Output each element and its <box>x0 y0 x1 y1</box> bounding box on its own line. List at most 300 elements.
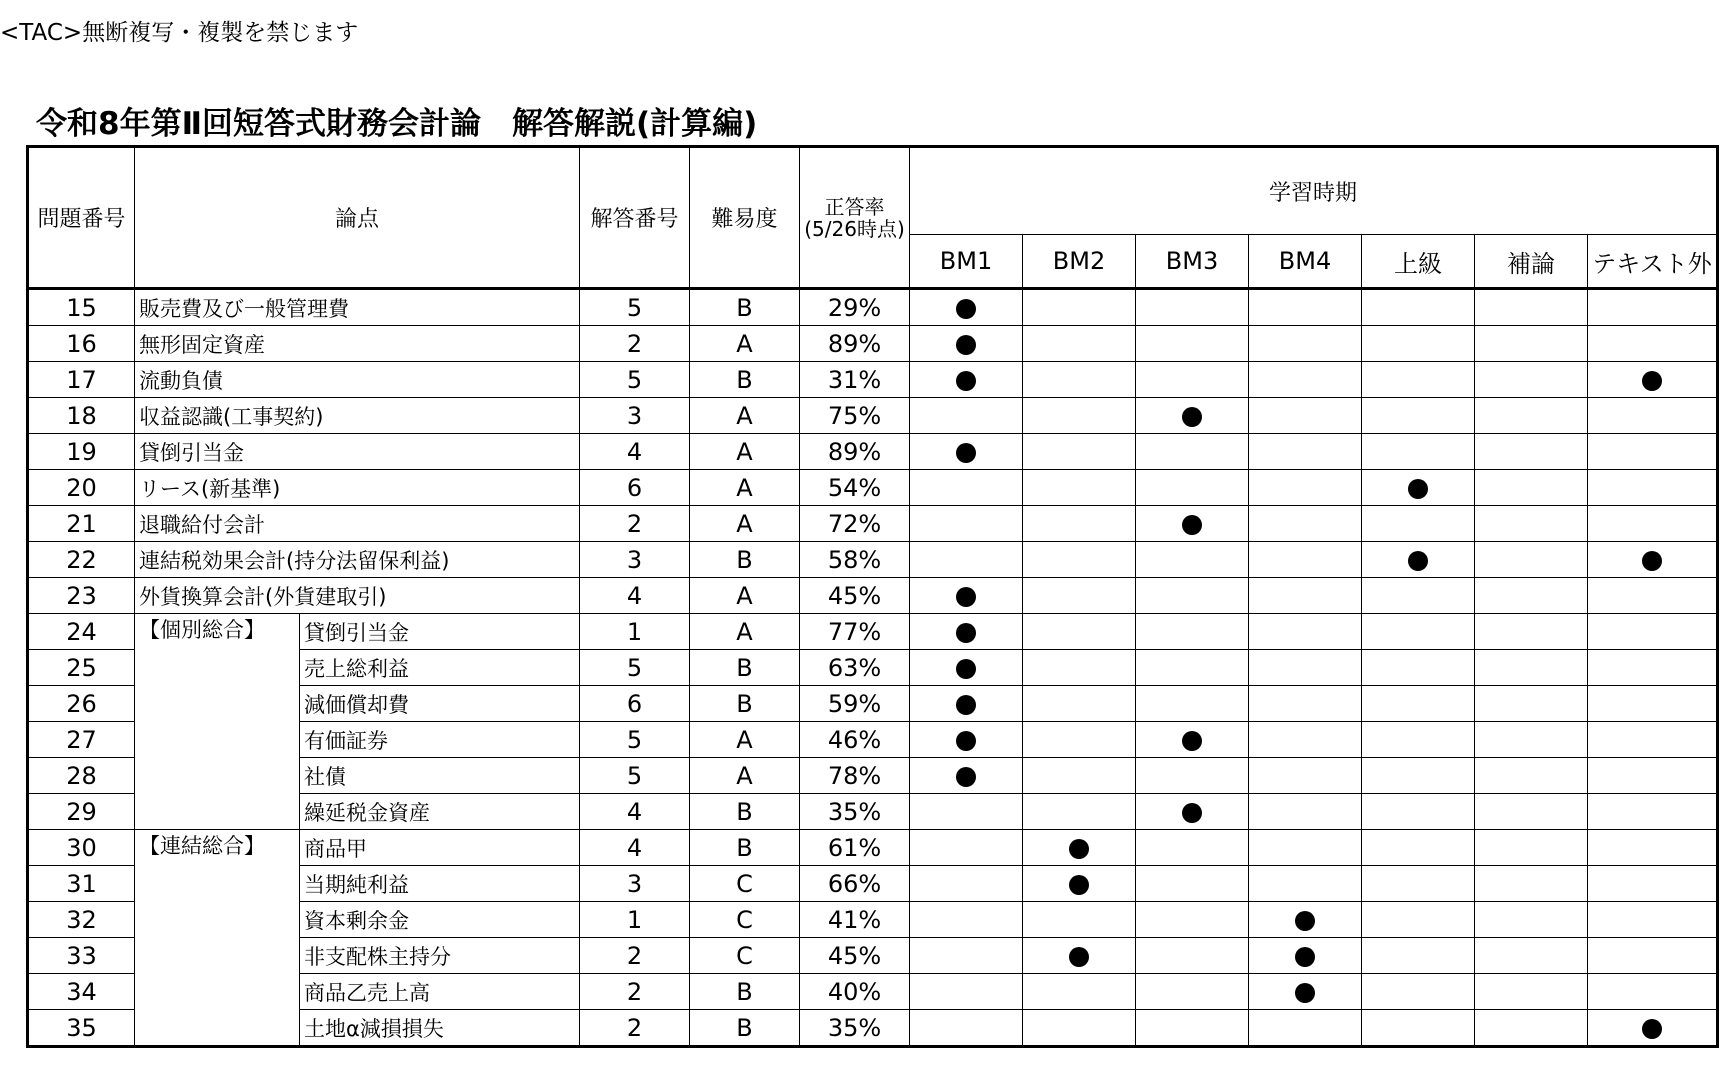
answer-number-cell: 2 <box>580 938 690 974</box>
correct-rate-cell: 75% <box>800 398 910 434</box>
difficulty-cell: B <box>690 830 800 866</box>
period-mark-cell <box>1136 1010 1249 1047</box>
filled-circle-icon <box>956 371 976 391</box>
period-mark-cell <box>910 902 1023 938</box>
difficulty-cell: A <box>690 470 800 506</box>
period-mark-cell <box>1362 326 1475 362</box>
page-title: 令和8年第Ⅱ回短答式財務会計論 解答解説(計算編) <box>36 106 758 142</box>
correct-rate-cell: 77% <box>800 614 910 650</box>
question-number-cell: 31 <box>28 866 135 902</box>
table-row <box>28 506 1718 542</box>
period-mark-cell <box>910 974 1023 1010</box>
period-mark-cell <box>1023 1010 1136 1047</box>
table-row <box>28 542 1718 578</box>
answer-number-cell: 1 <box>580 614 690 650</box>
topic-cell: 非支配株主持分 <box>300 938 580 974</box>
period-mark-cell <box>1475 938 1588 974</box>
question-number-cell: 18 <box>28 398 135 434</box>
topic-cell: 土地α減損損失 <box>300 1010 580 1047</box>
question-number-cell: 32 <box>28 902 135 938</box>
difficulty-cell: B <box>690 289 800 326</box>
header-period-2: BM3 <box>1136 235 1249 289</box>
period-mark-cell <box>1588 722 1718 758</box>
question-number-cell: 29 <box>28 794 135 830</box>
header-question-number: 問題番号 <box>28 147 135 289</box>
filled-circle-icon <box>956 623 976 643</box>
period-mark-cell <box>910 542 1023 578</box>
answer-number-cell: 6 <box>580 470 690 506</box>
question-number-cell: 35 <box>28 1010 135 1047</box>
question-number-cell: 16 <box>28 326 135 362</box>
difficulty-cell: A <box>690 506 800 542</box>
answer-number-cell: 5 <box>580 362 690 398</box>
difficulty-cell: A <box>690 614 800 650</box>
table-row <box>28 434 1718 470</box>
correct-rate-cell: 35% <box>800 794 910 830</box>
period-mark-cell <box>1475 289 1588 326</box>
group-label-cell: 【連結総合】 <box>135 830 300 1047</box>
period-mark-cell <box>1475 506 1588 542</box>
period-mark-cell <box>1249 470 1362 506</box>
period-mark-cell <box>1362 722 1475 758</box>
correct-rate-cell: 45% <box>800 578 910 614</box>
filled-circle-icon <box>1408 551 1428 571</box>
period-mark-cell <box>1249 758 1362 794</box>
period-mark-cell <box>1023 434 1136 470</box>
period-mark-cell <box>1362 938 1475 974</box>
period-mark-cell <box>1588 542 1718 578</box>
filled-circle-icon <box>1182 803 1202 823</box>
period-mark-cell <box>1249 614 1362 650</box>
period-mark-cell <box>1023 830 1136 866</box>
period-mark-cell <box>910 938 1023 974</box>
period-mark-cell <box>1023 794 1136 830</box>
filled-circle-icon <box>956 443 976 463</box>
period-mark-cell <box>1136 506 1249 542</box>
difficulty-cell: A <box>690 578 800 614</box>
answer-number-cell: 4 <box>580 578 690 614</box>
correct-rate-cell: 61% <box>800 830 910 866</box>
period-mark-cell <box>1362 650 1475 686</box>
period-mark-cell <box>910 398 1023 434</box>
difficulty-cell: B <box>690 1010 800 1047</box>
period-mark-cell <box>1475 830 1588 866</box>
period-mark-cell <box>1362 614 1475 650</box>
answer-number-cell: 6 <box>580 686 690 722</box>
topic-cell: 外貨換算会計(外貨建取引) <box>135 578 580 614</box>
period-mark-cell <box>1249 938 1362 974</box>
answer-number-cell: 5 <box>580 722 690 758</box>
table-row <box>28 578 1718 614</box>
filled-circle-icon <box>1182 515 1202 535</box>
difficulty-cell: B <box>690 650 800 686</box>
correct-rate-cell: 54% <box>800 470 910 506</box>
period-mark-cell <box>1588 506 1718 542</box>
question-number-cell: 34 <box>28 974 135 1010</box>
period-mark-cell <box>1136 974 1249 1010</box>
period-mark-cell <box>1588 398 1718 434</box>
topic-cell: 無形固定資産 <box>135 326 580 362</box>
header-correct-rate: 正答率 (5/26時点) <box>800 147 910 289</box>
period-mark-cell <box>1249 326 1362 362</box>
period-mark-cell <box>1475 434 1588 470</box>
period-mark-cell <box>1023 650 1136 686</box>
question-number-cell: 33 <box>28 938 135 974</box>
period-mark-cell <box>1136 830 1249 866</box>
header-period-3: BM4 <box>1249 235 1362 289</box>
filled-circle-icon <box>956 731 976 751</box>
header-period-4: 上級 <box>1362 235 1475 289</box>
period-mark-cell <box>910 794 1023 830</box>
topic-cell: 貸倒引当金 <box>300 614 580 650</box>
table-row <box>28 398 1718 434</box>
period-mark-cell <box>1588 1010 1718 1047</box>
period-mark-cell <box>1362 686 1475 722</box>
difficulty-cell: B <box>690 362 800 398</box>
filled-circle-icon <box>1295 983 1315 1003</box>
header-period-1: BM2 <box>1023 235 1136 289</box>
period-mark-cell <box>1475 686 1588 722</box>
period-mark-cell <box>1136 794 1249 830</box>
period-mark-cell <box>1136 578 1249 614</box>
period-mark-cell <box>910 686 1023 722</box>
period-mark-cell <box>1475 470 1588 506</box>
filled-circle-icon <box>1642 551 1662 571</box>
period-mark-cell <box>910 578 1023 614</box>
difficulty-cell: A <box>690 434 800 470</box>
question-number-cell: 24 <box>28 614 135 650</box>
question-number-cell: 21 <box>28 506 135 542</box>
period-mark-cell <box>910 1010 1023 1047</box>
filled-circle-icon <box>956 587 976 607</box>
topic-cell: 有価証券 <box>300 722 580 758</box>
filled-circle-icon <box>1642 371 1662 391</box>
period-mark-cell <box>1362 1010 1475 1047</box>
period-mark-cell <box>1249 974 1362 1010</box>
difficulty-cell: A <box>690 758 800 794</box>
question-number-cell: 22 <box>28 542 135 578</box>
period-mark-cell <box>1588 289 1718 326</box>
period-mark-cell <box>1362 758 1475 794</box>
difficulty-cell: B <box>690 542 800 578</box>
answer-number-cell: 5 <box>580 289 690 326</box>
filled-circle-icon <box>956 659 976 679</box>
period-mark-cell <box>910 434 1023 470</box>
correct-rate-cell: 78% <box>800 758 910 794</box>
period-mark-cell <box>910 614 1023 650</box>
topic-cell: 当期純利益 <box>300 866 580 902</box>
correct-rate-cell: 29% <box>800 289 910 326</box>
period-mark-cell <box>1136 722 1249 758</box>
period-mark-cell <box>1249 434 1362 470</box>
question-number-cell: 19 <box>28 434 135 470</box>
period-mark-cell <box>1362 470 1475 506</box>
period-mark-cell <box>1249 722 1362 758</box>
answer-number-cell: 5 <box>580 758 690 794</box>
period-mark-cell <box>1475 542 1588 578</box>
correct-rate-cell: 35% <box>800 1010 910 1047</box>
period-mark-cell <box>1362 398 1475 434</box>
filled-circle-icon <box>1182 407 1202 427</box>
correct-rate-cell: 46% <box>800 722 910 758</box>
correct-rate-cell: 59% <box>800 686 910 722</box>
filled-circle-icon <box>1069 839 1089 859</box>
period-mark-cell <box>1475 866 1588 902</box>
copyright-notice: <TAC>無断複写・複製を禁じます <box>0 20 359 46</box>
period-mark-cell <box>1023 866 1136 902</box>
difficulty-cell: C <box>690 902 800 938</box>
period-mark-cell <box>1023 722 1136 758</box>
period-mark-cell <box>1362 506 1475 542</box>
period-mark-cell <box>1588 650 1718 686</box>
period-mark-cell <box>1588 434 1718 470</box>
topic-cell: 資本剰余金 <box>300 902 580 938</box>
results-table <box>26 145 1719 1048</box>
period-mark-cell <box>1588 686 1718 722</box>
filled-circle-icon <box>1642 1019 1662 1039</box>
filled-circle-icon <box>1069 875 1089 895</box>
difficulty-cell: C <box>690 866 800 902</box>
period-mark-cell <box>1249 902 1362 938</box>
answer-number-cell: 2 <box>580 1010 690 1047</box>
filled-circle-icon <box>956 767 976 787</box>
correct-rate-cell: 66% <box>800 866 910 902</box>
question-number-cell: 25 <box>28 650 135 686</box>
period-mark-cell <box>1136 470 1249 506</box>
period-mark-cell <box>1475 362 1588 398</box>
period-mark-cell <box>1249 542 1362 578</box>
answer-number-cell: 3 <box>580 398 690 434</box>
period-mark-cell <box>1362 974 1475 1010</box>
period-mark-cell <box>1023 398 1136 434</box>
period-mark-cell <box>1023 974 1136 1010</box>
period-mark-cell <box>1136 758 1249 794</box>
answer-number-cell: 3 <box>580 866 690 902</box>
filled-circle-icon <box>956 299 976 319</box>
period-mark-cell <box>1249 794 1362 830</box>
answer-number-cell: 4 <box>580 434 690 470</box>
period-mark-cell <box>1475 650 1588 686</box>
filled-circle-icon <box>1182 731 1202 751</box>
topic-cell: 販売費及び一般管理費 <box>135 289 580 326</box>
filled-circle-icon <box>956 335 976 355</box>
answer-number-cell: 5 <box>580 650 690 686</box>
difficulty-cell: C <box>690 938 800 974</box>
period-mark-cell <box>1023 938 1136 974</box>
correct-rate-cell: 89% <box>800 326 910 362</box>
header-study-period: 学習時期 <box>910 147 1718 235</box>
answer-number-cell: 2 <box>580 326 690 362</box>
period-mark-cell <box>1362 866 1475 902</box>
question-number-cell: 17 <box>28 362 135 398</box>
period-mark-cell <box>1362 362 1475 398</box>
period-mark-cell <box>1023 902 1136 938</box>
period-mark-cell <box>1136 902 1249 938</box>
question-number-cell: 20 <box>28 470 135 506</box>
period-mark-cell <box>1249 506 1362 542</box>
answer-number-cell: 4 <box>580 794 690 830</box>
period-mark-cell <box>1023 542 1136 578</box>
difficulty-cell: A <box>690 722 800 758</box>
period-mark-cell <box>1362 434 1475 470</box>
correct-rate-cell: 45% <box>800 938 910 974</box>
difficulty-cell: A <box>690 398 800 434</box>
header-period-5: 補論 <box>1475 235 1588 289</box>
header-answer-number: 解答番号 <box>580 147 690 289</box>
period-mark-cell <box>1136 614 1249 650</box>
table-row <box>28 289 1718 326</box>
answer-number-cell: 4 <box>580 830 690 866</box>
period-mark-cell <box>1588 938 1718 974</box>
table-row <box>28 830 1718 866</box>
question-number-cell: 27 <box>28 722 135 758</box>
period-mark-cell <box>1588 470 1718 506</box>
period-mark-cell <box>910 362 1023 398</box>
period-mark-cell <box>1588 326 1718 362</box>
answer-number-cell: 2 <box>580 506 690 542</box>
period-mark-cell <box>1249 830 1362 866</box>
difficulty-cell: B <box>690 974 800 1010</box>
topic-cell: 商品甲 <box>300 830 580 866</box>
period-mark-cell <box>910 289 1023 326</box>
period-mark-cell <box>1475 722 1588 758</box>
question-number-cell: 28 <box>28 758 135 794</box>
period-mark-cell <box>1362 794 1475 830</box>
question-number-cell: 26 <box>28 686 135 722</box>
period-mark-cell <box>1362 830 1475 866</box>
question-number-cell: 15 <box>28 289 135 326</box>
filled-circle-icon <box>1295 911 1315 931</box>
table-row <box>28 470 1718 506</box>
period-mark-cell <box>1588 974 1718 1010</box>
period-mark-cell <box>1475 758 1588 794</box>
period-mark-cell <box>1588 578 1718 614</box>
period-mark-cell <box>1249 866 1362 902</box>
filled-circle-icon <box>1408 479 1428 499</box>
period-mark-cell <box>1475 578 1588 614</box>
group-label-cell: 【個別総合】 <box>135 614 300 830</box>
table-row <box>28 362 1718 398</box>
period-mark-cell <box>910 470 1023 506</box>
filled-circle-icon <box>1295 947 1315 967</box>
correct-rate-cell: 40% <box>800 974 910 1010</box>
topic-cell: 減価償却費 <box>300 686 580 722</box>
period-mark-cell <box>1136 650 1249 686</box>
period-mark-cell <box>1475 1010 1588 1047</box>
header-period-0: BM1 <box>910 235 1023 289</box>
period-mark-cell <box>1136 398 1249 434</box>
period-mark-cell <box>1023 758 1136 794</box>
period-mark-cell <box>1023 614 1136 650</box>
correct-rate-cell: 31% <box>800 362 910 398</box>
period-mark-cell <box>1475 974 1588 1010</box>
period-mark-cell <box>1249 650 1362 686</box>
difficulty-cell: B <box>690 686 800 722</box>
answer-number-cell: 3 <box>580 542 690 578</box>
correct-rate-cell: 89% <box>800 434 910 470</box>
period-mark-cell <box>1475 794 1588 830</box>
period-mark-cell <box>1362 542 1475 578</box>
period-mark-cell <box>910 506 1023 542</box>
period-mark-cell <box>1136 326 1249 362</box>
period-mark-cell <box>1136 938 1249 974</box>
topic-cell: 社債 <box>300 758 580 794</box>
period-mark-cell <box>1588 758 1718 794</box>
results-body <box>28 289 1718 1047</box>
period-mark-cell <box>1362 902 1475 938</box>
period-mark-cell <box>1249 362 1362 398</box>
period-mark-cell <box>1249 289 1362 326</box>
period-mark-cell <box>1023 470 1136 506</box>
topic-cell: 貸倒引当金 <box>135 434 580 470</box>
table-row <box>28 326 1718 362</box>
period-mark-cell <box>1136 866 1249 902</box>
period-mark-cell <box>1362 578 1475 614</box>
period-mark-cell <box>1023 506 1136 542</box>
period-mark-cell <box>1362 289 1475 326</box>
correct-rate-cell: 41% <box>800 902 910 938</box>
topic-cell: 繰延税金資産 <box>300 794 580 830</box>
question-number-cell: 30 <box>28 830 135 866</box>
topic-cell: 収益認識(工事契約) <box>135 398 580 434</box>
period-mark-cell <box>1588 614 1718 650</box>
topic-cell: 売上総利益 <box>300 650 580 686</box>
correct-rate-cell: 72% <box>800 506 910 542</box>
table-row <box>28 614 1718 650</box>
difficulty-cell: B <box>690 794 800 830</box>
period-mark-cell <box>1023 686 1136 722</box>
period-mark-cell <box>1249 398 1362 434</box>
difficulty-cell: A <box>690 326 800 362</box>
period-mark-cell <box>1136 289 1249 326</box>
period-mark-cell <box>1475 326 1588 362</box>
period-mark-cell <box>1023 362 1136 398</box>
topic-cell: 流動負債 <box>135 362 580 398</box>
period-mark-cell <box>1475 614 1588 650</box>
answer-number-cell: 2 <box>580 974 690 1010</box>
period-mark-cell <box>1023 578 1136 614</box>
period-mark-cell <box>1588 902 1718 938</box>
question-number-cell: 23 <box>28 578 135 614</box>
correct-rate-cell: 58% <box>800 542 910 578</box>
period-mark-cell <box>910 758 1023 794</box>
period-mark-cell <box>1588 830 1718 866</box>
period-mark-cell <box>1588 794 1718 830</box>
period-mark-cell <box>910 830 1023 866</box>
filled-circle-icon <box>1069 947 1089 967</box>
topic-cell: リース(新基準) <box>135 470 580 506</box>
period-mark-cell <box>1136 434 1249 470</box>
period-mark-cell <box>910 650 1023 686</box>
period-mark-cell <box>1136 362 1249 398</box>
period-mark-cell <box>1249 1010 1362 1047</box>
period-mark-cell <box>1588 362 1718 398</box>
topic-cell: 連結税効果会計(持分法留保利益) <box>135 542 580 578</box>
period-mark-cell <box>1475 398 1588 434</box>
period-mark-cell <box>910 326 1023 362</box>
period-mark-cell <box>910 866 1023 902</box>
filled-circle-icon <box>956 695 976 715</box>
header-topic: 論点 <box>135 147 580 289</box>
correct-rate-cell: 63% <box>800 650 910 686</box>
period-mark-cell <box>1023 289 1136 326</box>
period-mark-cell <box>1249 578 1362 614</box>
answer-number-cell: 1 <box>580 902 690 938</box>
topic-cell: 商品乙売上高 <box>300 974 580 1010</box>
header-period-6: テキスト外 <box>1588 235 1718 289</box>
period-mark-cell <box>1249 686 1362 722</box>
header-difficulty: 難易度 <box>690 147 800 289</box>
